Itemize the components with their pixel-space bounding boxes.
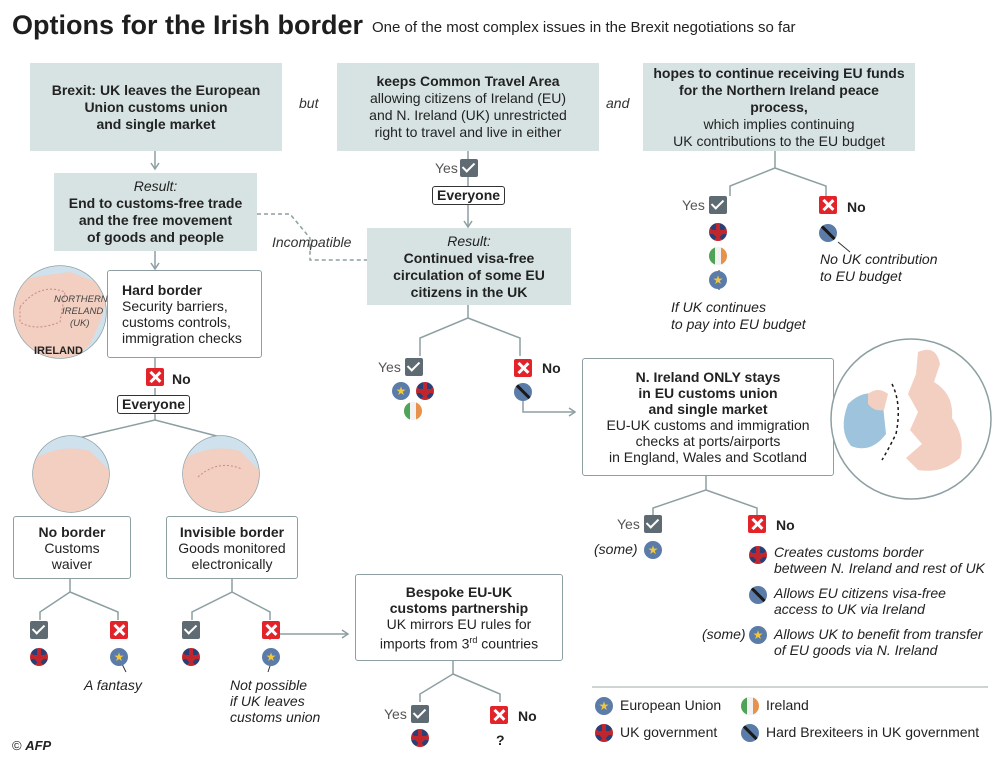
funds-yes-label: Yes [682, 197, 705, 213]
map-label-ireland: IRELAND [62, 306, 104, 317]
legend-ireland-icon [741, 697, 759, 715]
hard-border-line2: Security barriers, [122, 298, 228, 314]
uk-flag-icon [182, 648, 200, 666]
legend-eu: European Union [620, 697, 722, 713]
funds-line4: UK contributions to the EU budget [673, 132, 885, 149]
result-left-label: Result: [133, 178, 178, 194]
funds-no-label: No [847, 199, 866, 215]
funds-yes-note2: to pay into EU budget [671, 316, 806, 332]
cross-icon [490, 706, 508, 724]
bespoke-line3: UK mirrors EU rules for [386, 615, 532, 632]
cross-icon [146, 368, 164, 386]
hard-border-box [107, 270, 262, 358]
no-border-line3: waiver [51, 555, 93, 572]
bespoke-box [355, 574, 563, 661]
check-icon [182, 621, 200, 639]
invisible-note1: Not possible [230, 677, 308, 693]
ni-no-note1 [774, 544, 985, 576]
cta-yes-label: Yes [435, 160, 458, 176]
funds-box [643, 63, 915, 151]
ni-some-label: (some) [594, 541, 638, 557]
legend-ireland: Ireland [766, 697, 809, 713]
ireland-flag-icon [709, 247, 727, 265]
ni-no-note1a: Creates customs border [774, 544, 924, 560]
page-subtitle: One of the most complex issues in the Brexit negotiations so far [372, 19, 796, 36]
credit-copy: © [12, 738, 22, 753]
hard-brexiteer-icon [514, 383, 532, 401]
ni-only-box [582, 358, 834, 476]
eu-flag-icon [709, 271, 727, 289]
result-left-line2: End to customs-free trade [68, 195, 243, 211]
result-mid-label: Result: [447, 232, 491, 249]
afp-logo: AFP [25, 738, 52, 753]
check-icon [30, 621, 48, 639]
bespoke-no-label: No [518, 708, 537, 724]
hard-brexiteer-icon [749, 586, 767, 604]
hard-border-line3: customs controls, [122, 314, 231, 330]
funds-yes-note1: If UK continues [671, 299, 766, 315]
check-icon [709, 196, 727, 214]
ni-no-note1b: between N. Ireland and rest of UK [774, 560, 985, 576]
ni-no-note2a: Allows EU citizens visa-free [774, 585, 946, 601]
cta-line2: allowing citizens of Ireland (EU) [369, 90, 567, 106]
result-mid-line2: Continued visa-free [403, 249, 535, 266]
legend-ukgov: UK government [620, 724, 718, 740]
check-icon [411, 705, 429, 723]
uk-flag-icon [749, 546, 767, 564]
bespoke-line4-a: imports from 3 [379, 635, 470, 652]
brexit-line2: Union customs union [84, 98, 228, 115]
no-border-title: No border [38, 523, 106, 540]
hard-no-label: No [172, 371, 191, 387]
funds-line3: which implies continuing [703, 115, 855, 132]
ni-no-note3 [774, 626, 983, 658]
funds-line1: hopes to continue receiving EU funds [653, 64, 905, 81]
legend-ukgov-icon [595, 724, 613, 742]
page-title: Options for the Irish border [12, 10, 364, 40]
funds-yes-note [671, 299, 806, 333]
ni-only-title1: N. Ireland ONLY stays [635, 369, 781, 385]
ni-only-line5: checks at ports/airports [635, 433, 781, 449]
bespoke-line4-b: countries [477, 635, 539, 652]
ni-no-label: No [776, 517, 795, 533]
mid-no-label: No [542, 360, 561, 376]
eu-flag-icon [262, 648, 280, 666]
result-left-line3: and the free movement [78, 212, 233, 228]
cross-icon [110, 621, 128, 639]
ni-only-line4: EU-UK customs and immigration [606, 417, 810, 433]
result-left-line4: of goods and people [87, 229, 224, 245]
funds-no-note1: No UK contribution [820, 251, 938, 267]
result-mid-line3: circulation of some EU [393, 266, 545, 283]
cta-line3: and N. Ireland (UK) unrestricted [369, 107, 567, 123]
ni-no-note3b: of EU goods via N. Ireland [774, 642, 938, 658]
invisible-border-line3: electronically [191, 555, 273, 572]
map-label-northern: NORTHERN [54, 294, 108, 305]
uk-flag-icon [709, 223, 727, 241]
invisible-border-map-icon [180, 433, 262, 517]
bespoke-title1: Bespoke EU-UK [405, 583, 513, 600]
everyone-pill-top: Everyone [432, 186, 505, 205]
invisible-note3: customs union [230, 709, 321, 725]
credit [12, 738, 51, 753]
cta-title: keeps Common Travel Area [376, 73, 560, 89]
no-border-note: A fantasy [84, 677, 142, 693]
eu-flag-icon [644, 541, 662, 559]
cross-icon [262, 621, 280, 639]
result-left-box [54, 173, 257, 251]
legend-hard: Hard Brexiteers in UK government [766, 724, 980, 740]
uk-flag-icon [416, 382, 434, 400]
no-border-box [13, 516, 131, 579]
map-label-ireland-country: IRELAND [34, 345, 83, 357]
invisible-border-line2: Goods monitored [178, 539, 286, 556]
brexit-box [30, 63, 282, 151]
ni-no-note2b: access to UK via Ireland [774, 601, 925, 617]
ni-no-note3a: Allows UK to benefit from transfer [774, 626, 983, 642]
brexit-line1: Brexit: UK leaves the European [51, 81, 261, 98]
bespoke-sup: rd [469, 634, 478, 645]
cta-box [337, 63, 599, 151]
ni-no-note2 [774, 585, 946, 617]
cta-line4: right to travel and live in either [374, 124, 562, 140]
check-icon [644, 515, 662, 533]
eu-flag-icon [110, 648, 128, 666]
eu-flag-icon [392, 382, 410, 400]
invisible-border-title: Invisible border [179, 523, 285, 540]
cross-icon [819, 196, 837, 214]
eu-flag-icon [749, 626, 767, 644]
cross-icon [748, 515, 766, 533]
ni-only-line6: in England, Wales and Scotland [609, 449, 807, 465]
everyone-pill-left: Everyone [117, 395, 190, 414]
gb-map-icon [826, 334, 996, 504]
ni-only-title3: and single market [648, 401, 768, 417]
connector-but: but [299, 95, 319, 111]
no-border-map-icon [30, 433, 112, 517]
hard-border-line4: immigration checks [122, 330, 242, 346]
bespoke-title2: customs partnership [389, 599, 529, 616]
funds-no-note2: to EU budget [820, 268, 902, 284]
bespoke-yes-label: Yes [384, 706, 407, 722]
funds-line2: for the Northern Ireland peace process, [679, 81, 879, 115]
ni-yes-label: Yes [617, 516, 640, 532]
result-mid-box [367, 228, 571, 305]
bespoke-line4 [364, 632, 554, 652]
uk-flag-icon [411, 729, 429, 747]
hard-border-title: Hard border [122, 282, 203, 298]
mid-yes-label: Yes [378, 359, 401, 375]
connector-incompatible: Incompatible [272, 234, 352, 250]
funds-no-note [820, 251, 938, 285]
uk-flag-icon [30, 648, 48, 666]
check-icon [405, 358, 423, 376]
brexit-line3: and single market [96, 115, 216, 132]
check-icon [460, 159, 478, 177]
ni-no-some: (some) [702, 626, 746, 642]
hard-brexiteer-icon [819, 224, 837, 242]
legend-eu-icon [595, 697, 613, 715]
invisible-border-box [166, 516, 298, 579]
invisible-border-note [230, 677, 320, 725]
bespoke-question: ? [496, 732, 505, 748]
invisible-note2: if UK leaves [230, 693, 305, 709]
ireland-map-icon [10, 262, 122, 362]
ni-only-title2: in EU customs union [638, 385, 778, 401]
connector-and: and [606, 95, 630, 111]
no-border-line2: Customs [44, 539, 100, 556]
ireland-flag-icon [404, 402, 422, 420]
map-label-uk: (UK) [70, 318, 90, 329]
result-mid-line4: citizens in the UK [410, 283, 528, 300]
cross-icon [514, 359, 532, 377]
legend-hard-icon [741, 724, 759, 742]
